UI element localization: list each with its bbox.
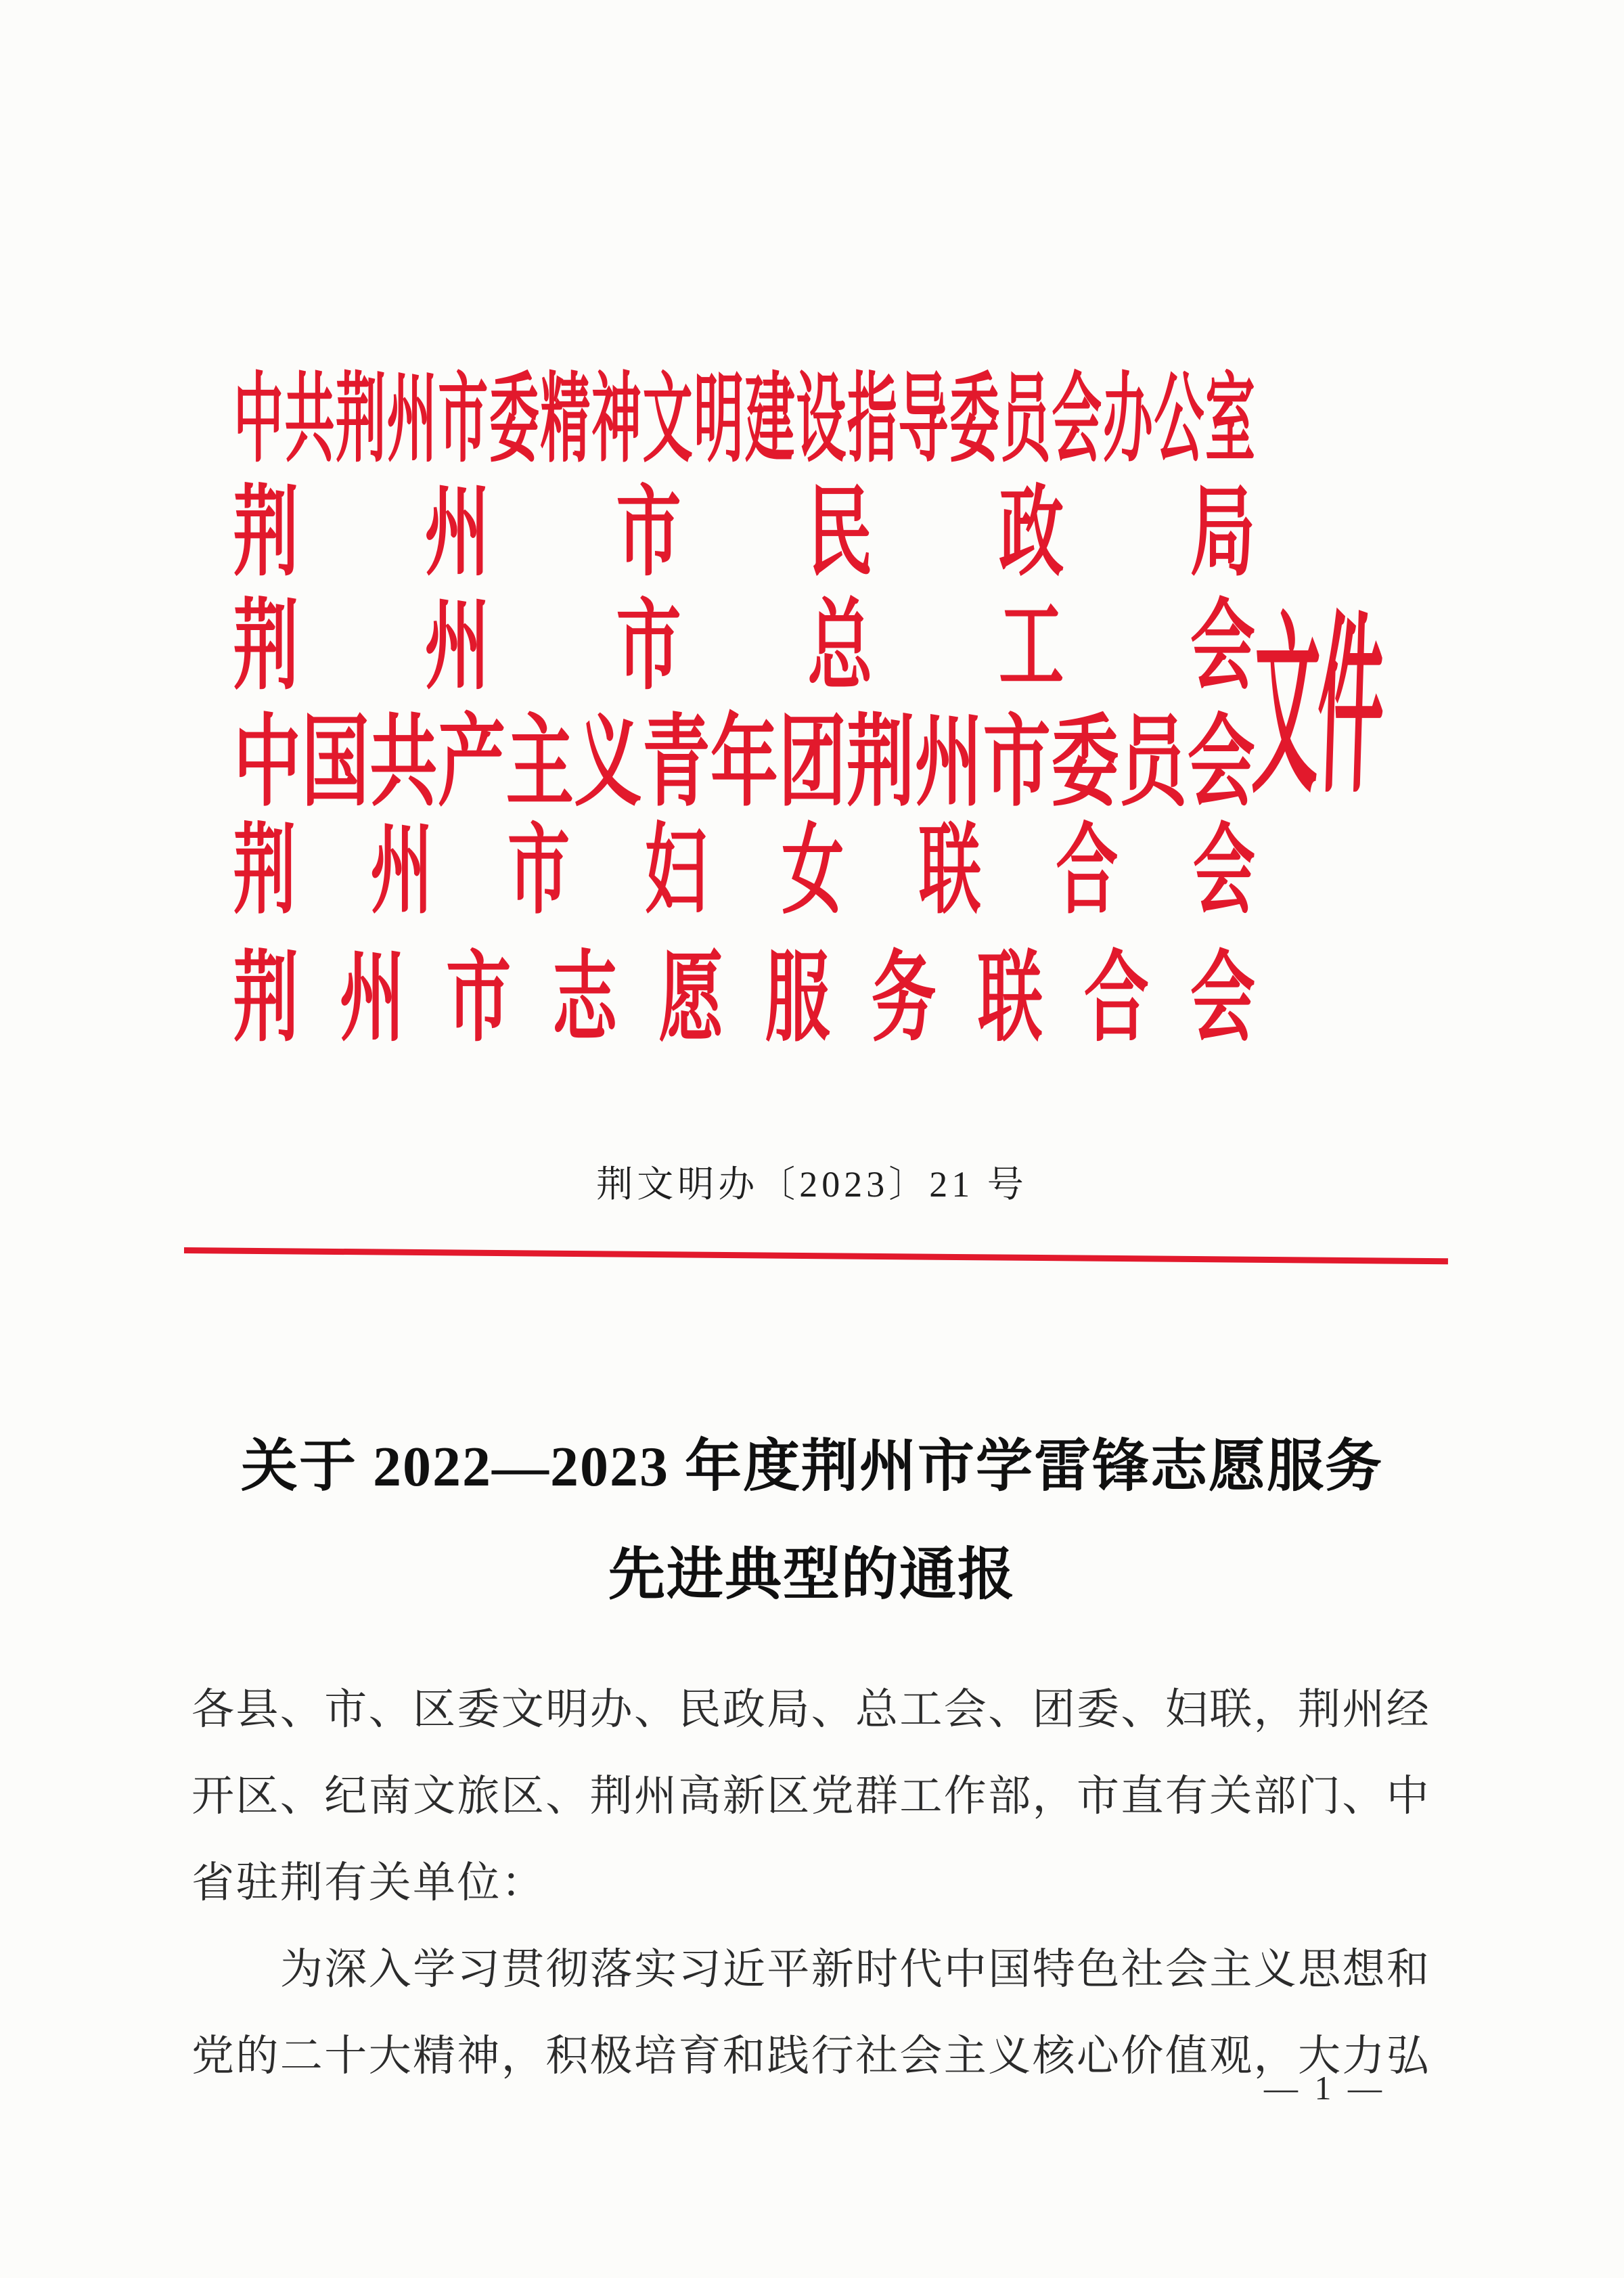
- page-number: — 1 —: [1264, 2069, 1386, 2107]
- body-line-paragraph-1: 为深入学习贯彻落实习近平新时代中国特色社会主义思想和: [280, 1946, 1431, 1993]
- document-title-line-2: 先进典型的通报: [608, 1544, 1016, 1607]
- body-line-addressees-2: 开区、纪南文旅区、荆州高新区党群工作部，市直有关部门、中: [191, 1772, 1431, 1820]
- red-divider-line: [184, 1247, 1448, 1264]
- body-line-addressees-1: 各县、市、区委文明办、民政局、总工会、团委、妇联，荆州经: [191, 1686, 1431, 1733]
- document-body: [191, 1666, 1440, 2099]
- document-number: 荆文明办〔2023〕21 号: [596, 1164, 1028, 1205]
- org-line-communist-youth-league: 中 国 共 产 主 义 青 年 团 荆 州 市 委 员 会: [233, 707, 1255, 819]
- body-line-addressees-3: 省驻荆有关单位：: [191, 1859, 546, 1906]
- org-line-federation-trade-unions: 荆 州 市 总 工 会: [233, 591, 1255, 702]
- body-line-paragraph-2: 党的二十大精神，积极培育和践行社会主义核心价值观，大力弘: [191, 2032, 1431, 2080]
- org-line-civil-affairs-bureau: 荆 州 市 民 政 局: [233, 477, 1255, 588]
- document-title-line-1: 关于 2022—2023 年度荆州市学雷锋志愿服务: [240, 1435, 1383, 1498]
- org-line-civilization-office: 中 共 荆 州 市 委 精 神 文 明 建 设 指 导 委 员 会 办 公 室: [233, 367, 1255, 475]
- org-line-womens-federation: 荆 州 市 妇 女 联 合 会: [233, 816, 1255, 926]
- document-type-label: 文件: [1250, 600, 1386, 817]
- document-title: [0, 1413, 1624, 1630]
- org-line-volunteer-service-federation: 荆 州 市 志 愿 服 务 联 合 会: [233, 943, 1255, 1054]
